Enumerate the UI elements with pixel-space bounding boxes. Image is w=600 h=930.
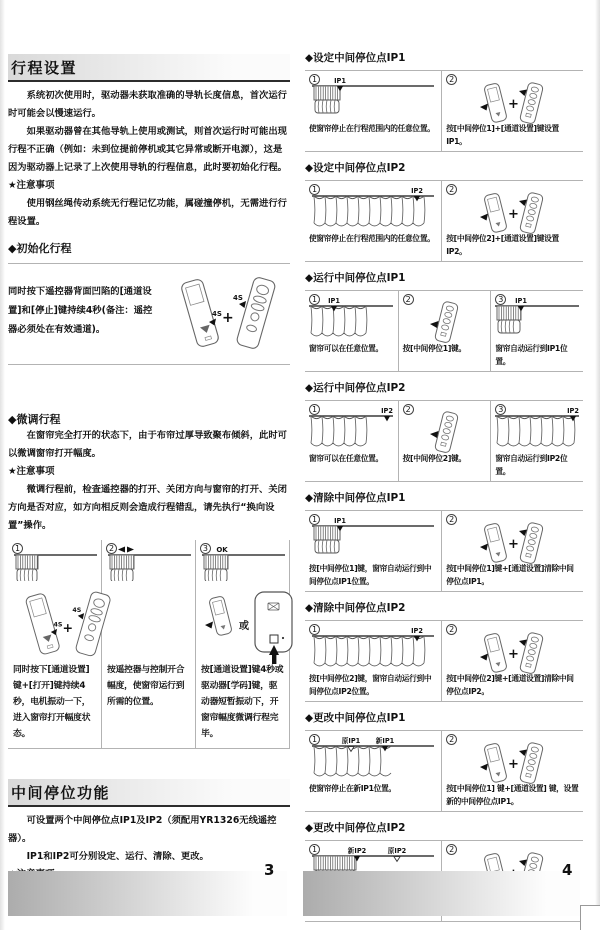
step-number: 2 [446,514,457,525]
svg-text:+: + [507,97,519,112]
step-number: 2 [446,74,457,85]
section-heading-travel-settings: 行程设置 [8,54,290,82]
cell-caption: 窗帘可以在任意位置。 [309,454,383,463]
step-number: 2 [446,734,457,745]
procedure-cell [441,731,583,811]
procedure-section-title: ◆设定中间停位点IP2 [305,162,406,174]
curtain-track-diagram [311,76,435,126]
note-text: 使用钢丝绳传动系统无行程记忆功能，属碰撞停机，无需进行行程设置。 [8,198,287,227]
svg-text:IP2: IP2 [567,407,580,415]
fine-tune-steps-table [8,540,290,749]
cell-caption: 按[中间停位1] 键+[通道设置] 键，设置新的中间停位点IP1。 [446,784,579,806]
svg-text:4S: 4S [72,607,82,615]
svg-text:IP1: IP1 [515,297,528,305]
procedure-section [305,490,583,592]
curtain-track-diagram [494,406,580,456]
svg-text:4S: 4S [212,310,222,318]
page-edge-shadow-left [0,0,5,930]
step-number: 2 [446,184,457,195]
procedure-section [305,160,583,262]
step-number: 3 [495,294,506,305]
svg-text:IP2: IP2 [381,407,394,415]
note-heading: ★注意事项 [8,466,55,477]
curtain-track-diagram [308,296,394,346]
procedure-section-title: ◆清除中间停位点IP1 [305,492,406,504]
page-number-left: 3 [264,861,275,879]
procedure-section [305,380,583,482]
subsection-heading-fine-tune: ◆微调行程 [8,413,61,426]
step-number: 1 [12,543,23,554]
page-right [305,50,583,930]
step-cell-2 [102,540,196,748]
procedure-cell [305,621,441,701]
cell-caption: 使窗帘停止在新IP1位置。 [309,784,396,793]
procedure-section-title: ◆更改中间停位点IP2 [305,822,406,834]
cell-caption: 窗帘自动运行到IP1位置。 [495,344,568,366]
remote-pair-icon [471,626,555,676]
procedure-cell [490,291,583,371]
step-number: 2 [403,404,414,415]
remote-pair-icon [471,186,555,236]
curtain-track-diagram [311,186,435,236]
init-travel-text: 同时按下遥控器背面凹陷的[通道设置]和[停止]键持续4秒(备注：遥控器必须处在有效通道)。 [8,286,153,335]
step-number: 3 [200,543,211,554]
curtain-track-diagram [107,545,190,585]
paragraph: IP1和IP2可分别设定、运行、清除、更改。 [26,851,209,862]
procedure-table [305,510,583,592]
procedure-section [305,270,583,372]
procedure-cell [441,71,583,151]
step-number: 1 [309,514,320,525]
step-cell-3 [196,540,290,748]
svg-text:新IP1: 新IP1 [375,737,395,745]
procedure-cell [398,291,491,371]
svg-text:IP2: IP2 [411,187,424,195]
procedure-cell [305,291,398,371]
note-text: 微调行程前，检查遥控器的打开、关闭方向与窗帘的打开、关闭方向是否对应，如方向相反则会造成行程错乱，请先执行“换向设置”操作。 [8,484,287,531]
cell-caption: 窗帘自动运行到IP2位置。 [495,454,568,476]
step-number: 1 [309,74,320,85]
procedure-section-title: ◆运行中间停位点IP1 [305,272,406,284]
curtain-track-diagram [201,545,284,585]
step-number: 1 [309,184,320,195]
svg-text:+: + [62,620,74,635]
procedure-cell [305,71,441,151]
remote-icon [417,296,471,346]
cell-caption: 按[中间停位2]键+[通道设置]清除中间停位点IP2。 [446,674,574,696]
step-number: 1 [309,844,320,855]
svg-text:+: + [507,757,519,772]
svg-text:IP2: IP2 [411,627,424,635]
svg-text:+: + [507,207,519,222]
page-left [8,54,290,902]
curtain-track-diagram [494,296,580,346]
page-edge-shadow-right [595,0,600,930]
procedure-cell [441,181,583,261]
cell-caption: 窗帘可以在任意位置。 [309,344,383,353]
procedure-cell [305,511,441,591]
remote-icon [417,406,471,456]
procedure-cell [305,401,398,481]
svg-text:IP1: IP1 [328,297,341,305]
cell-caption: 按[中间停位2]键。 [402,454,466,463]
procedure-table [305,730,583,812]
remote-pair-icon [471,736,555,786]
cell-caption: 使窗帘停止在行程范围内的任意位置。 [309,124,435,133]
cell-caption: 使窗帘停止在行程范围内的任意位置。 [309,234,435,243]
svg-text:IP1: IP1 [334,77,347,85]
curtain-track-diagram [308,406,394,456]
paragraph: 可设置两个中间停位点IP1及IP2（须配用YR1326无线遥控器）。 [8,815,277,844]
step-number: 2 [106,543,117,554]
step-caption: 同时按下[通道设置]键+[打开]键持续4秒，电机振动一下，进入窗帘打开幅度状态。 [13,665,91,739]
procedure-table [305,400,583,482]
remote-pair-icon [471,76,555,126]
paragraph: 如果驱动器曾在其他导轨上使用或测试，则首次运行时可能出现行程不正确（例如：未到位提前停机或其它异常或断开电源），这是因为驱动器上记录了上次使用导轨的行程信息，此时要初始化行程。 [8,126,287,173]
svg-text:+: + [507,647,519,662]
paragraph: 系统初次使用时，驱动器未获取准确的导轨长度信息，首次运行时可能会以慢速运行。 [8,90,287,119]
svg-text:新IP2: 新IP2 [347,847,367,855]
step-number: 1 [309,404,320,415]
procedure-cell [398,401,491,481]
svg-text:或: 或 [238,621,249,632]
procedure-table [305,70,583,152]
init-travel-block [8,263,290,365]
remote-pair-icon [471,516,555,566]
step-number: 2 [403,294,414,305]
note-heading: ★注意事项 [8,180,55,191]
procedure-cell [305,181,441,261]
cell-caption: 按[中间停位1]键，窗帘自动运行到中间停位点IP1位置。 [309,564,432,586]
cell-caption: 按[中间停位1]键+[通道设置]清除中间停位点IP1。 [446,564,574,586]
procedure-table [305,180,583,262]
curtain-track-diagram [311,736,435,786]
procedure-section-title: ◆运行中间停位点IP2 [305,382,406,394]
step-caption: 按[通道设置]键4秒或驱动器[学码]键，驱动器短暂振动下，开窗帘幅度微调行程完毕。 [200,665,284,739]
svg-text:4S: 4S [53,621,63,629]
cell-caption: 按[中间停位1]键。 [402,344,466,353]
step-caption: 按遥控器与控制开合幅度，使窗帘运行到所需的位置。 [106,665,185,707]
procedure-table [305,290,583,372]
footer-gradient-bar-right [303,871,580,916]
svg-text:原IP2: 原IP2 [387,847,407,855]
procedure-cell [441,621,583,701]
procedure-section-title: ◆清除中间停位点IP2 [305,602,406,614]
scan-corner-artifact [580,905,600,930]
page-number-right: 4 [562,861,573,879]
procedure-cell [490,401,583,481]
step-number: 2 [446,844,457,855]
svg-text:原IP1: 原IP1 [341,737,361,745]
procedure-section-title: ◆设定中间停位点IP1 [305,52,406,64]
remote-or-driver-icon [201,587,284,667]
curtain-track-diagram [311,626,435,676]
cell-caption: 按[中间停位2]+[通道设置]键设置IP2。 [446,234,559,256]
paragraph: 在窗帘完全打开的状态下，由于布帘过厚导致聚布倾斜，此时可以微调窗帘打开幅度。 [8,430,287,459]
remote-pair-icon [164,270,290,358]
step-number: 3 [495,404,506,415]
procedure-cell [441,511,583,591]
curtain-track-diagram [13,545,96,585]
procedure-section [305,600,583,702]
section-heading-mid-stop: 中间停位功能 [8,779,290,807]
step-number: 1 [309,734,320,745]
curtain-track-diagram [311,516,435,566]
footer-gradient-bar-left [8,871,287,916]
svg-text:OK: OK [216,546,228,554]
svg-text:+: + [507,537,519,552]
procedure-table [305,620,583,702]
procedure-cell [305,731,441,811]
svg-text:IP1: IP1 [334,517,347,525]
svg-text:+: + [222,310,234,326]
subsection-heading-init-travel: ◆初始化行程 [8,242,72,255]
procedure-section [305,710,583,812]
cell-caption: 按[中间停位1]+[通道设置]键设置IP1。 [446,124,559,146]
cell-caption: 按[中间停位2]键，窗帘自动运行到中间停位点IP2位置。 [309,674,432,696]
step-cell-1 [8,540,102,748]
svg-text:4S: 4S [233,294,243,302]
step-number: 1 [309,294,320,305]
remote-pair-icon [13,587,96,665]
step-number: 2 [446,624,457,635]
step-number: 1 [309,624,320,635]
procedure-section [305,50,583,152]
procedure-section-title: ◆更改中间停位点IP1 [305,712,406,724]
